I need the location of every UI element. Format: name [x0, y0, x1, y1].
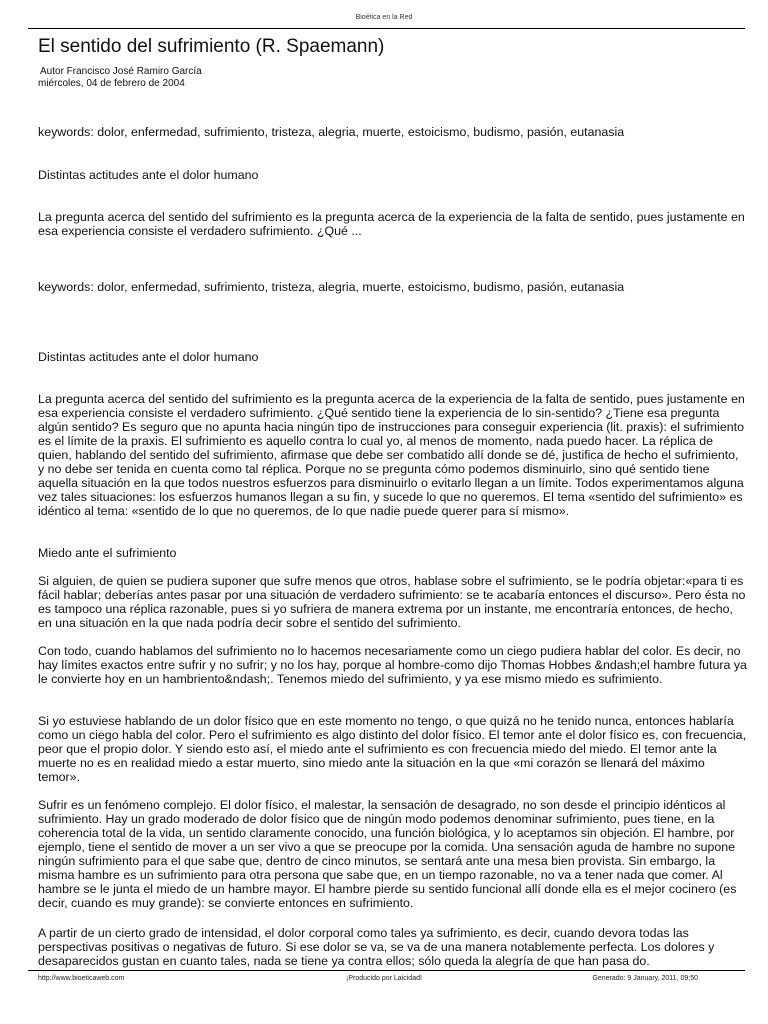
section-heading: Distintas actitudes ante el dolor humano: [38, 168, 259, 182]
article-title: El sentido del sufrimiento (R. Spaemann): [38, 36, 385, 57]
top-divider: [28, 28, 745, 29]
article-summary: La pregunta acerca del sentido del sufrimiento es la pregunta acerca de la experiencia de la falta de sentido, pues justamente en esa experiencia consiste el verdadero sufrimiento. ¿Qué ...: [38, 210, 745, 238]
section-heading: Distintas actitudes ante el dolor humano: [38, 350, 259, 364]
footer-url-link[interactable]: http://www.bioeticaweb.com: [38, 975, 125, 982]
site-header: Bioética en la Red: [355, 14, 413, 21]
footer-generated: Generado: 9 January, 2011, 09:50: [592, 975, 698, 982]
body-paragraph: Si alguien, de quien se pudiera suponer que sufre menos que otros, hablase sobre el sufrimiento, se le podría objetar:«para ti es fácil hablar; deberías antes pasar por una situación de verdadero sufrimiento: se te acabaría entonces el discurso». Pero ésta no es tampoco una réplica razonable, pues si yo sufriera de manera extrema por un instante, me encontraría entonces, de hecho, en una situación en la que nada podría decir sobre el sentido del sufrimiento.: [38, 574, 746, 630]
body-paragraph: Sufrir es un fenómeno complejo. El dolor físico, el malestar, la sensación de desagrado, no son desde el principio idénticos al sufrimiento. Hay un grado moderado de dolor físico que de ningún modo podemos denominar sufrimiento, pues tiene, en la coherencia total de la vida, un sentido claramente conocido, una función biológica, y lo aceptamos sin objeción. El hambre, por ejemplo, tiene el sentido de mover a un ser vivo a que se preocupe por la comida. Una sensación aguda de hambre no supone ningún sufrimiento para el que sabe que, dentro de cinco minutos, se sentará ante una mesa bien provista. Sin embargo, la misma hambre es un sufrimiento para otra persona que sabe que, en un tiempo razonable, no va a tener nada que comer. Al hambre se le junta el miedo de un hambre mayor. El hambre pierde su sentido funcional allí donde ella es el mejor cocinero (es decir, cuando es muy grande): se convierte entonces en sufrimiento.: [38, 798, 737, 910]
section-heading: Miedo ante el sufrimiento: [38, 546, 177, 560]
keywords-line: keywords: dolor, enfermedad, sufrimiento, tristeza, alegria, muerte, estoicismo, budismo, pasión, eutanasia: [38, 280, 625, 294]
body-paragraph: A partir de un cierto grado de intensidad, el dolor corporal como tales ya sufrimiento, es decir, cuando devora todas las perspectivas positivas o negativas de futuro. Si ese dolor se va, se va de una manera notablemente perfecta. Los dolores y desaparecidos gustan en cuanto tales, nada se tiene ya contra ellos; sólo queda la alegría de que han pasa do.: [38, 926, 715, 968]
bottom-divider: [28, 970, 745, 971]
body-paragraph: La pregunta acerca del sentido del sufrimiento es la pregunta acerca de la experiencia de la falta de sentido, pues justamente en esa experiencia consiste el verdadero sufrimiento. ¿Qué sentido tiene la experiencia de lo sin-sentido? ¿Tiene esa pregunta algún sentido? Es seguro que no apunta hacia ningún tipo de instrucciones para conseguir experiencia (lit. praxis): el sufrimiento es el límite de la praxis. El sufrimiento es aquello contra lo cual yo, al menos de momento, nada puedo hacer. La réplica de quien, hablando del sentido del sufrimiento, afirmase que debe ser combatido allí donde se dé, justifica de hecho el sufrimiento, y no debe ser tenida en cuenta como tal réplica. Porque no se pregunta cómo podemos disminuirlo, sino qué sentido tiene aquella situación en la que todos nuestros esfuerzos para disminuirlo o evitarlo llegan a un límite. Todos experimentamos alguna vez tales situaciones: los esfuerzos humanos llegan a su fin, y sucede lo que no queremos. El tema «sentido del sufrimiento» es idéntico al tema: «sentido de lo que no queremos, de lo que nadie puede querer para sí mismo».: [38, 392, 745, 518]
keywords-line: keywords: dolor, enfermedad, sufrimiento, tristeza, alegria, muerte, estoicismo, budismo, pasión, eutanasia: [38, 125, 625, 139]
article-date: miércoles, 04 de febrero de 2004: [38, 78, 185, 89]
body-paragraph: Si yo estuviese hablando de un dolor físico que en este momento no tengo, o que quizá no he tenido nunca, entonces hablaría como un ciego habla del color. Pero el sufrimiento es algo distinto del dolor físico. El temor ante el dolor físico es, con frecuencia, peor que el propio dolor. Y siendo esto así, el miedo ante el sufrimiento es con frecuencia miedo del miedo. El temor ante la muerte no es en realidad miedo a estar muerto, sino miedo ante la situación en la que «mi corazón se llenará del máximo temor».: [38, 714, 747, 784]
article-author: Autor Francisco José Ramiro García: [40, 66, 202, 77]
footer-credit: ¡Producido por Laicidad!: [346, 975, 422, 982]
body-paragraph: Con todo, cuando hablamos del sufrimiento no lo hacemos necesariamente como un ciego pudiera hablar del color. Es decir, no hay límites exactos entre sufrir y no sufrir; y no los hay, porque al hombre-como dijo Thomas Hobbes &ndash;el hambre futura ya le convierte hoy en un hambriento&ndash;. Tenemos miedo del sufrimiento, y ya ese mismo miedo es sufrimiento.: [38, 644, 747, 686]
article-meta: [38, 66, 202, 90]
